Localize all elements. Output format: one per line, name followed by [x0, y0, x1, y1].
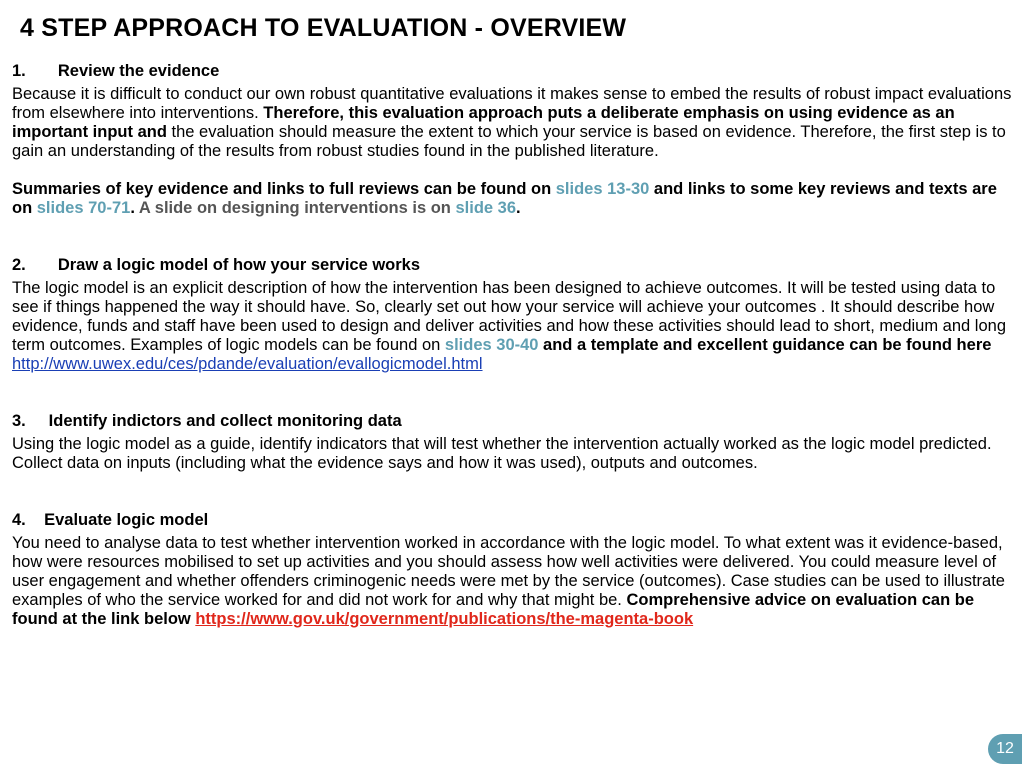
page-title: 4 STEP APPROACH TO EVALUATION - OVERVIEW: [20, 14, 627, 42]
step1-heading: 1. Review the evidence: [12, 62, 220, 80]
step1-summary-d: A slide on designing interventions is on: [138, 199, 456, 217]
slides-70-71-link[interactable]: slides 70-71: [36, 199, 131, 217]
step4-text-a: You need to analyse data to test whether intervention worked in accordance with the logic model. To what extent was it evidence-based, how were resources mobilised to set up activities and you should assess how well activities were delivered. You could measure level of user engagement and whether offenders criminogenic needs were met by the service (outcomes). Case studies can be used to illustrate examples of who the service worked for and did not work for and why that might be.: [12, 534, 1005, 609]
step3-heading: 3. Identify indictors and collect monitoring data: [12, 412, 402, 430]
spacer: [12, 161, 1016, 180]
step1-summary-c: .: [130, 199, 139, 217]
magenta-book-link[interactable]: https://www.gov.uk/government/publications/the-magenta-book: [195, 610, 694, 628]
step1-text-bold: Therefore, this evaluation approach puts a deliberate emphasis on using evidence as an important input and: [12, 104, 955, 141]
step4-paragraph: [12, 534, 1016, 629]
step1-text-a: Because it is difficult to conduct our own robust quantitative evaluations it makes sense to embed the results of robust impact evaluations from elsewhere into interventions.: [12, 85, 1012, 122]
step4-text-bold: Comprehensive advice on evaluation can be found at the link below: [12, 591, 975, 628]
step2-paragraph: [12, 279, 1016, 374]
slides-30-40-link[interactable]: slides 30-40: [444, 336, 539, 354]
step2-text-bold: and a template and excellent guidance can be found here: [538, 336, 992, 354]
step3-paragraph: Using the logic model as a guide, identify indicators that will test whether the intervention actually worked as the logic model predicted. Collect data on inputs (including what the evidence says and how it was used), outputs and outcomes.: [12, 435, 992, 472]
step1-summary-paragraph: [12, 180, 1016, 218]
step2-text-a: The logic model is an explicit description of how the intervention has been designed to achieve outcomes. It will be tested using data to see if things happened the way it should have. So, clearly set out how your service will achieve your outcomes . It should describe how evidence, funds and staff have been used to design and deliver activities and how these activities should lead to short, medium and long term outcomes. Examples of logic models can be found on: [12, 279, 1006, 354]
slide-36-link[interactable]: slide 36: [455, 199, 517, 217]
step1-summary-e: .: [516, 199, 521, 217]
step1-summary-b: and links to some key reviews and texts are on: [12, 180, 997, 217]
spacer: [12, 218, 1016, 256]
step1-text-c: the evaluation should measure the extent to which your service is based on evidence. Therefore, the first step is to gain an understanding of the results from robust studies found in the published literature.: [12, 123, 1006, 160]
step1-summary-a: Summaries of key evidence and links to full reviews can be found on: [12, 180, 556, 198]
logic-model-url-link[interactable]: http://www.uwex.edu/ces/pdande/evaluation/evallogicmodel.html: [12, 355, 483, 373]
step4-heading: 4. Evaluate logic model: [12, 511, 209, 529]
step2-heading: 2. Draw a logic model of how your service works: [12, 256, 421, 274]
slides-13-30-link[interactable]: slides 13-30: [555, 180, 650, 198]
slide-content: [12, 62, 1016, 629]
page-number-badge: 12: [988, 734, 1022, 764]
spacer: [12, 374, 1016, 412]
step1-paragraph: [12, 85, 1016, 161]
spacer: [12, 473, 1016, 511]
